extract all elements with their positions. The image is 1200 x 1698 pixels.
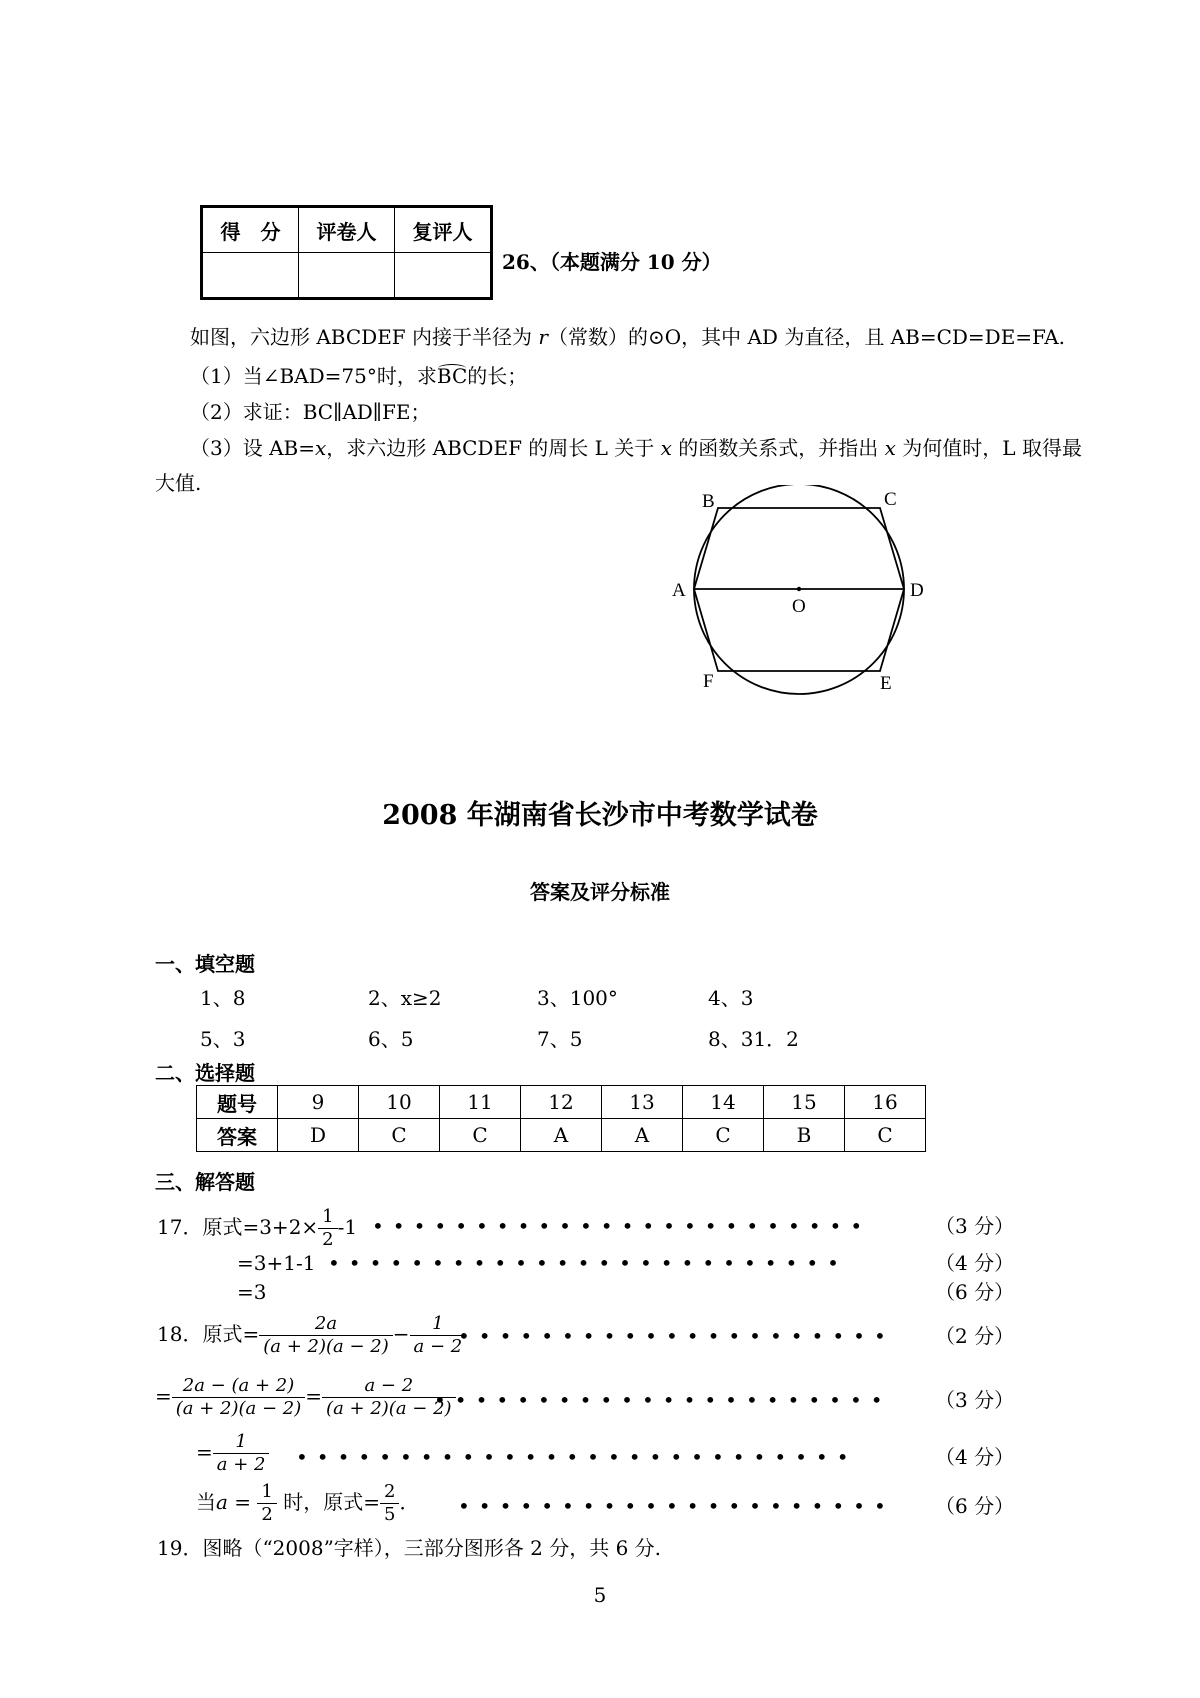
q17-score2: （4 分）: [935, 1251, 1015, 1275]
choice-answer: A: [602, 1119, 683, 1152]
q17-line2: =3+1-1: [237, 1251, 316, 1275]
exam-title: 2008 年湖南省长沙市中考数学试卷: [382, 800, 818, 831]
section2-heading: 二、选择题: [155, 1061, 255, 1085]
fill-answer-8: 8、31．2: [708, 1027, 799, 1051]
center-point: [797, 587, 801, 591]
fill-answer-1: 1、8: [200, 986, 246, 1010]
q19-text: 19．图略（“2008”字样），三部分图形各 2 分，共 6 分.: [157, 1536, 662, 1560]
page-number: 5: [593, 1583, 607, 1607]
choice-answer-table: [196, 1085, 926, 1152]
label-c: C: [884, 489, 897, 510]
question-number: 10: [359, 1086, 440, 1119]
score-cell: [202, 253, 299, 299]
choice-answer: C: [359, 1119, 440, 1152]
answer-title: 答案及评分标准: [530, 880, 670, 904]
q26-part1: （1）当∠BAD=75°时，求BC的长；: [190, 364, 528, 388]
q26-part3-end: 大值.: [155, 471, 202, 495]
choice-answer: A: [521, 1119, 602, 1152]
label-f: F: [703, 671, 714, 692]
section1-heading: 一、填空题: [155, 952, 255, 976]
dot-leader: •••••••••••••••••••••••••: [328, 1251, 848, 1275]
q17-line1: 17．原式=3+2× $\frac{1}{2}$ -1: [157, 1206, 358, 1250]
fill-answer-5: 5、3: [200, 1027, 246, 1051]
fill-answer-2: 2、x≥2: [368, 986, 442, 1010]
dot-leader: ••••••••••••••••••••••: [434, 1388, 892, 1412]
score-header: 得 分: [202, 207, 299, 253]
label-a: A: [672, 580, 686, 601]
q18-score3: （4 分）: [935, 1445, 1015, 1469]
fill-answer-3: 3、100°: [537, 986, 618, 1010]
label-o: O: [792, 596, 806, 617]
dot-leader: •••••••••••••••••••••: [458, 1324, 895, 1348]
q18-line4: 当a = $\frac{1}{2}$ 时，原式= $\frac{2}{5}$ ．: [196, 1481, 420, 1525]
question-number: 11: [440, 1086, 521, 1119]
reviewer-header: 复评人: [395, 207, 492, 253]
arc-bc: BC: [436, 364, 468, 388]
label-d: D: [910, 580, 924, 601]
question-number: 15: [764, 1086, 845, 1119]
q18-score2: （3 分）: [935, 1388, 1015, 1412]
dot-leader: ••••••••••••••••••••••••: [372, 1214, 872, 1238]
fill-answer-4: 4、3: [708, 986, 754, 1010]
choice-answer: D: [278, 1119, 359, 1152]
reviewer-cell: [395, 253, 492, 299]
q18-line2: = $\frac{2a - (a + 2)}{(a + 2)(a - 2)}$ = $\frac{a - 2}{(a + 2)(a - 2)}$: [155, 1372, 456, 1420]
q26-heading: 26、（本题满分 10 分）: [502, 250, 722, 274]
q18-line3: = $\frac{1}{a + 2}$: [196, 1428, 269, 1476]
row-label-number: 题号: [197, 1086, 278, 1119]
question-number: 14: [683, 1086, 764, 1119]
question-number: 12: [521, 1086, 602, 1119]
question-number: 9: [278, 1086, 359, 1119]
q18-score1: （2 分）: [935, 1324, 1015, 1348]
choice-answer: B: [764, 1119, 845, 1152]
q26-part3: （3）设 AB=x，求六边形 ABCDEF 的周长 L 关于 x 的函数关系式，并指出 x 为何值时，L 取得最: [190, 436, 1082, 460]
choice-answer: C: [845, 1119, 926, 1152]
q17-score1: （3 分）: [935, 1214, 1015, 1238]
question-number: 13: [602, 1086, 683, 1119]
choice-answer: C: [683, 1119, 764, 1152]
score-table: [200, 205, 493, 300]
q18-score4: （6 分）: [935, 1494, 1015, 1518]
question-number: 16: [845, 1086, 926, 1119]
q17-line3: =3: [237, 1280, 267, 1304]
q17-score3: （6 分）: [935, 1280, 1015, 1304]
q26-part2: （2）求证：BC∥AD∥FE；: [190, 400, 431, 424]
dot-leader: •••••••••••••••••••••: [458, 1494, 895, 1518]
q26-stem: 如图，六边形 ABCDEF 内接于半径为 r（常数）的⊙O，其中 AD 为直径，且 AB=CD=DE=FA.: [190, 325, 1065, 349]
label-e: E: [880, 673, 892, 694]
fill-answer-7: 7、5: [537, 1027, 583, 1051]
choice-answer: C: [440, 1119, 521, 1152]
q18-line1: 18．原式= $\frac{2a}{(a + 2)(a - 2)}$ − $\frac{1}{a - 2}$: [157, 1310, 466, 1358]
dot-leader: •••••••••••••••••••••••••••: [296, 1445, 858, 1469]
row-label-answer: 答案: [197, 1119, 278, 1152]
hexagon-figure: [660, 485, 940, 705]
grader-cell: [299, 253, 395, 299]
grader-header: 评卷人: [299, 207, 395, 253]
fill-answer-6: 6、5: [368, 1027, 414, 1051]
section3-heading: 三、解答题: [155, 1170, 255, 1194]
label-b: B: [702, 491, 715, 512]
